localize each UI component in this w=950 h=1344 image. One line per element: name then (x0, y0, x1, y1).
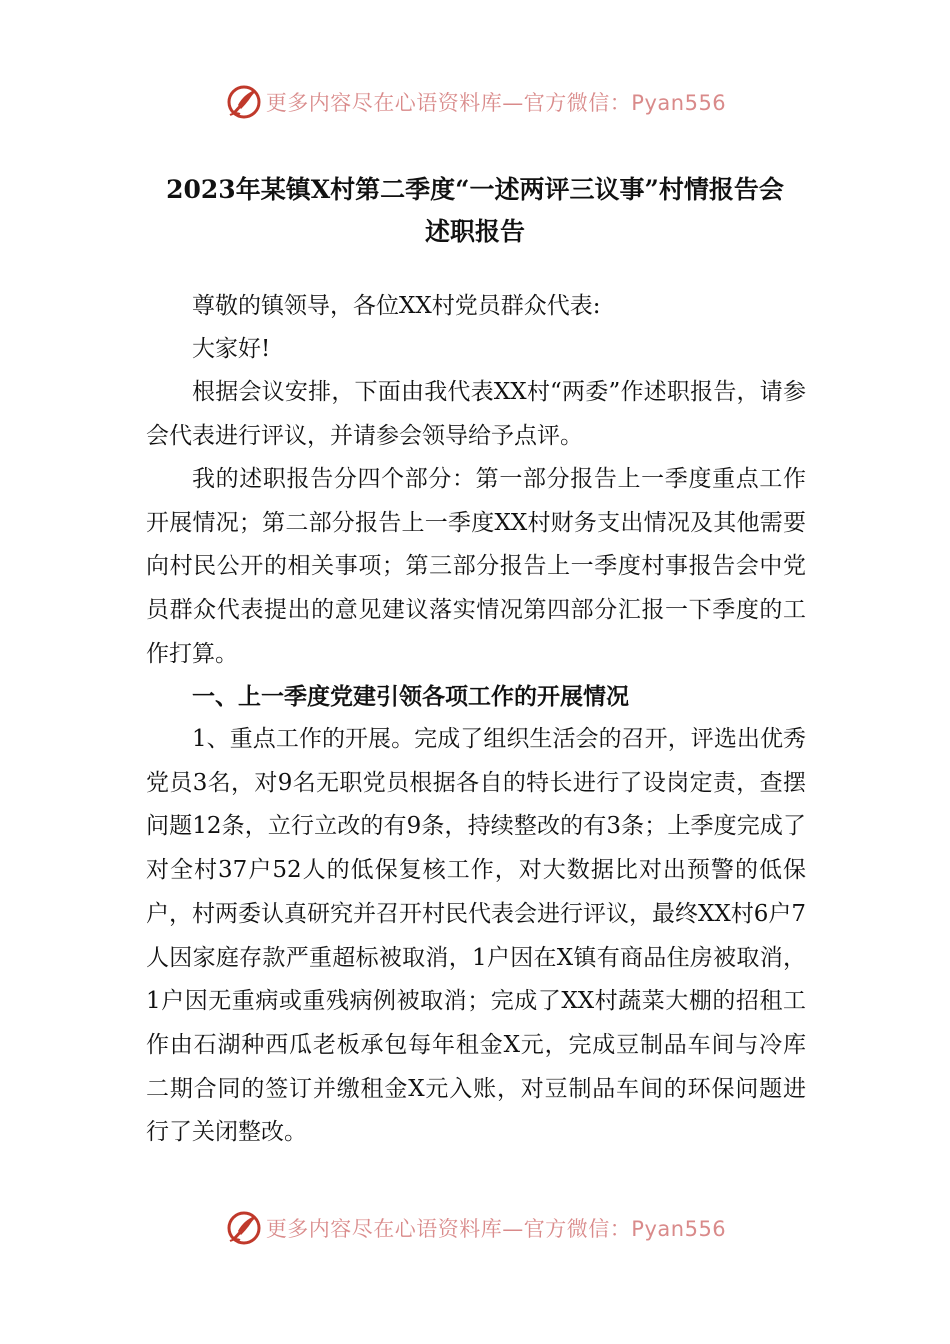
salutation: 尊敬的镇领导，各位XX村党员群众代表: (192, 293, 601, 319)
watermark-text: 更多内容尽在心语资料库—官方微信：Pyan556 (265, 1217, 727, 1241)
watermark-header (0, 82, 950, 122)
section-heading: 一、上一季度党建引领各项工作的开展情况 (192, 683, 629, 710)
watermark-text: 更多内容尽在心语资料库—官方微信：Pyan556 (265, 91, 727, 115)
document-subtitle: 述职报告 (424, 217, 525, 246)
watermark-footer (0, 1208, 950, 1248)
greeting: 大家好! (192, 336, 271, 362)
document-title: 2023年某镇X村第二季度“一述两评三议事”村情报告会 (166, 175, 784, 204)
paragraph-key-work: 1、重点工作的开展。完成了组织生活会的召开，评选出优秀党员3名，对9名无职党员根据各自的特长进行了设岗定责，查摆问题12条，立行立改的有9条，持续整改的有3条；上季度完成了对全村37户52人的低保复核工作，对大数据比对出预警的低保户，村两委认真研究并召开村民代表会进行评议，最终XX村6户7人因家庭存款严重超标被取消，1户因在X镇有商品住房被取消，1户因无重病或重残病例被取消；完成了XX村蔬菜大棚的招租工作由石湖种西瓜老板承包每年租金X元，完成豆制品车间与冷库二期合同的签订并缴租金X元入账，对豆制品车间的环保问题进行了关闭整改。 (146, 726, 807, 1146)
pen-quill-icon (224, 82, 264, 122)
paragraph-arrangement: 根据会议安排，下面由我代表XX村“两委”作述职报告，请参会代表进行评议，并请参会领导给予点评。 (146, 379, 806, 449)
pen-quill-icon (224, 1208, 264, 1248)
paragraph-report-parts: 我的述职报告分四个部分：第一部分报告上一季度重点工作开展情况；第二部分报告上一季度XX村财务支出情况及其他需要向村民公开的相关事项；第三部分报告上一季度村事报告会中党员群众代表提出的意见建议落实情况第四部分汇报一下季度的工作打算。 (146, 466, 806, 667)
